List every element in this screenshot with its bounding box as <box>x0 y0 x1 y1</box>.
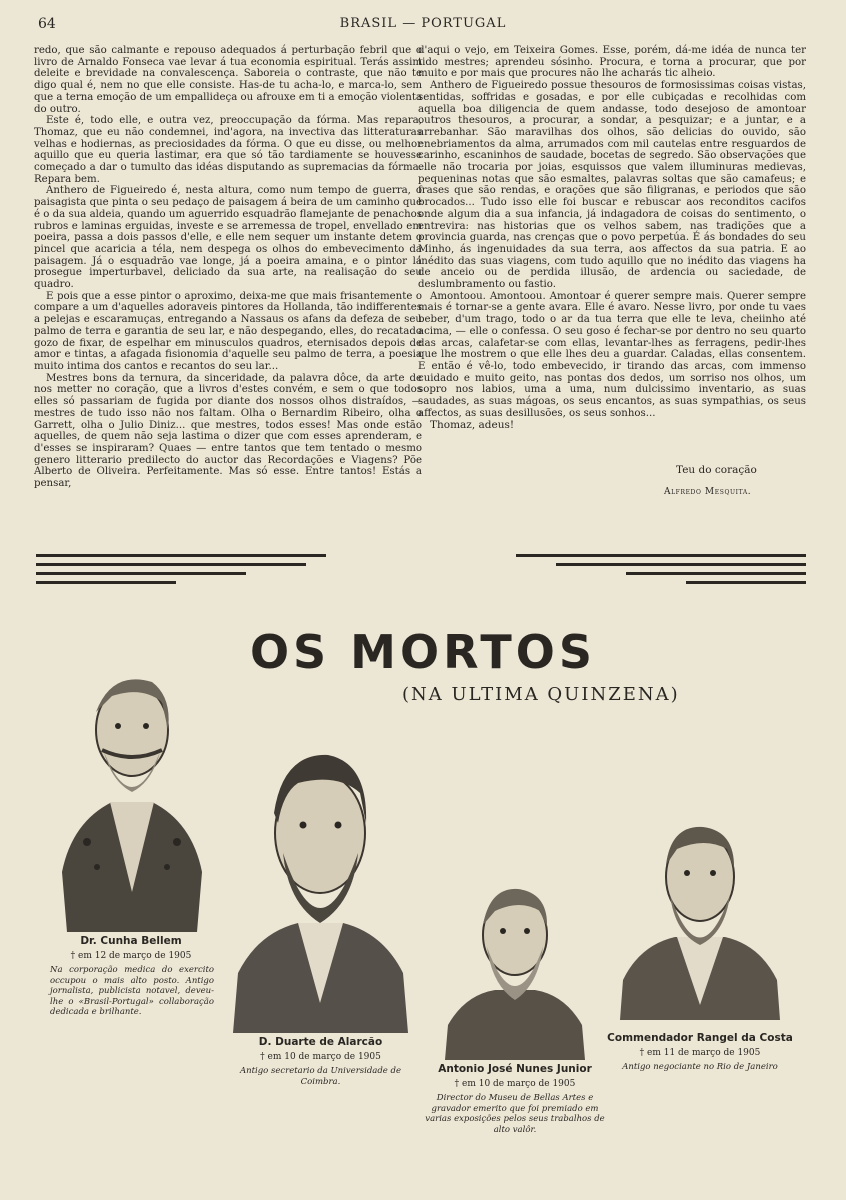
article-paragraph: Amontoou. Amontoou. Amontoar é querer sempre mais. Querer sempre mais é tornar-se a gente avara. Elle é avaro. Nesse livro, por onde tu vaes beber, d'um trago, todo o ar da tua terra que elle te leva, cheiinho até acima, — elle o confessa. O seu goso é fechar-se por dentro no seu quarto das arcas, calafetar-se com ellas, levantar-lhes as ferragens, pedir-lhes que lhe mostrem o que elle lhes deu a guardar. Caladas, ellas consentem. E então é vê-lo, todo embevecido, ir tirando das arcas, com immenso cuidado e muito geito, nas pontas dos dedos, um sorriso nos olhos, um sopro nos labios, uma a uma, num dulcissimo inventario, as suas saudades, as suas mágoas, os seus encantos, as suas sympathias, os seus affectos, as suas desillusões, os seus sonhos... <box>418 290 806 419</box>
death-date: † em 11 de março de 1905 <box>639 1048 761 1058</box>
article-paragraph: Anthero de Figueiredo é, nesta altura, como num tempo de guerra, o paisagista que pinta o seu pedaço de paisagem á beira de um caminho que é o da sua aldeia, quando um aguerrido esquadrão flamejante de penachos rubros e laminas erguidas, investe e se arremessa de tropel, envellado em poeira, passa a dois passos d'elle, e elle nem sequer um instante detem o pincel que acaricia a téla, nem despega os olhos do embevecimento da paisagem. Já o esquadrão vae longe, já a poeira amaina, e o pintor lá prosegue imperturbavel, deliciado da sua arte, na realisação do seu quadro. <box>34 185 422 291</box>
article-left-column <box>34 45 422 490</box>
person-name: Commendador Rangel da Costa <box>607 1032 793 1044</box>
portrait-rangel-da-costa <box>615 815 785 1020</box>
person-name: Dr. Cunha Bellem <box>80 935 182 947</box>
article-paragraph: Mestres bons da ternura, da sinceridade, da palavra dôce, da arte de nos metter no coração, que a livros d'estes convém, e sem o que todos elles só passariam de fugida por diante dos nossos olhos distraídos, — mestres de tudo isso não nos faltam. Olha o Bernardim Ribeiro, olha o Garrett, olha o Julio Diniz... que mestres, todos esses! Mas onde estão aquelles, de quem não seja lastima o dizer que com esses aprenderam, e d'esses se inspiraram? Quaes — entre tantos que tem tentado o mesmo genero litterario predilecto do auctor das Recordações e Viagens? Põe Alberto de Oliveira. Perfeitamente. Mas só esse. Entre tantos! Estás a pensar, <box>34 372 422 490</box>
death-date: † em 12 de março de 1905 <box>70 951 192 961</box>
caption-nunes-junior <box>420 1063 610 1135</box>
signoff: Teu do coração <box>676 464 757 476</box>
portrait-duarte-de-alarcao <box>228 733 413 1033</box>
person-name: D. Duarte de Alarcão <box>258 1036 383 1048</box>
person-description: Antigo negociante no Rio de Janeiro <box>622 1062 778 1072</box>
article-right-column <box>418 45 806 431</box>
portrait-nunes-junior <box>440 875 590 1060</box>
closing-line: Thomaz, adeus! <box>430 418 515 431</box>
caption-cunha-bellem <box>36 935 226 1018</box>
article-paragraph: d'aqui o vejo, em Teixeira Gomes. Esse, porém, dá-me idéa de nunca ter tido mestres; aprendeu sósinho. Procura, e torna a procurar, que por muito e por mais que procures não lhe acharás tic alheio. <box>418 45 806 80</box>
article-paragraph: redo, que são calmante e repouso adequados á perturbação febril que o livro de Arnaldo Fonseca vae levar á tua economia espiritual. Terás assim deleite e brevidade na convalescença. Saboreia o contraste, que não te digo qual é, nem no que elle consiste. Has-de tu acha-lo, e marca-lo, sem que a terna emoção de um empallideça ou afrouxe em ti a emoção violenta do outro. <box>34 45 422 115</box>
section-subtitle: (NA ULTIMA QUINZENA) <box>402 684 680 705</box>
death-date: † em 10 de março de 1905 <box>454 1079 576 1089</box>
author-signature: Alfredo Mesquita. <box>664 487 752 497</box>
person-description: Na corporação medica do exercito occupou o mais alto posto. Antigo jornalista, publicista notavel, deveu-lhe o «Brasil-Portugal» collaboração dedicada e brilhante. <box>50 965 214 1017</box>
article-paragraph: Anthero de Figueiredo possue thesouros de formosissimas coisas vistas, sentidas, soffridas e gosadas, e por elle cubiçadas e recolhidas com aquella boa diligencia de quem andasse, todo desejoso de amontoar outros thesouros, a procurar, a sondar, a pesquizar; e a juntar, e a arrebanhar. São maravilhas dos olhos, são delicias do ouvido, são enebriamentos da alma, arrumados com mil cautelas entre resguardos de carinho, escaninhos de saudade, bocetas de segredo. São observações que elle não trocaria por joias, esquissos que valem illuminuras medievas, pequeninas notas que são esmaltes, palavras soltas que são camafeus; e frases que são rendas, e orações que são filigranas, e periodos que são brocados... Tudo isso elle foi buscar e rebuscar aos reconditos cacifos onde algum dia a sua infancia, já indagadora de coisas do sentimento, o entrevira: nas historias que os velhos sabem, nas tradições que a provincia guarda, nas crenças que o povo perpetúa. É ás bondades do seu Minho, ás ingenuidades da sua terra, aos affectos da sua patria. E ao inédito das suas viagens, com tudo aquillo que no inédito das viagens ha de anceio ou de perdida illusão, de ardencia ou saciedade, de deslumbramento ou fastio. <box>418 80 806 291</box>
page-number: 64 <box>38 16 56 32</box>
caption-duarte-de-alarcao <box>228 1036 413 1087</box>
running-title: BRASIL — PORTUGAL <box>339 16 507 31</box>
article-paragraph: Este é, todo elle, e outra vez, preoccupação da fórma. Mas repara, Thomaz, que eu não condemnei, ind'agora, na invectiva das litteraturas velhas e hodiernas, as preciosidades da fórma. O que eu disse, ou melhor aquillo que eu queria lastimar, era que só tão tardiamente se houvesse começado a dar o tumulto das idéas disputando as supremacias da fórma. Repara bem. <box>34 115 422 185</box>
decorative-rule-right <box>516 550 806 590</box>
person-description: Antigo secretario da Universidade de Coimbra. <box>239 1066 402 1087</box>
person-description: Director do Museu de Bellas Artes e gravador emerito que foi premiado em varias exposições pelos seus trabalhos de alto valôr. <box>425 1093 605 1135</box>
caption-rangel-da-costa <box>600 1032 800 1073</box>
article-paragraph: E pois que a esse pintor o aproximo, deixa-me que mais frisantemente o compare a um d'aquelles adoraveis pintores da Hollanda, tão indifferentes a pelejas e escaramuças, entregando a Nassaus os afans da defeza de seu palmo de terra e garantia de seu lar, e não despegando, elles, do recatado gozo de fixar, de espelhar em minusculos quadros, eternisados depois de amor e tintas, a afagada fisionomia d'aquelle seu palmo de terra, a poesia muito intima dos cantos e recantos do seu lar... <box>34 290 422 372</box>
section-title: OS MORTOS <box>249 625 597 679</box>
portrait-cunha-bellem <box>52 652 212 932</box>
person-name: Antonio José Nunes Junior <box>438 1063 592 1075</box>
decorative-rule-left <box>36 550 326 590</box>
death-date: † em 10 de março de 1905 <box>260 1052 381 1062</box>
